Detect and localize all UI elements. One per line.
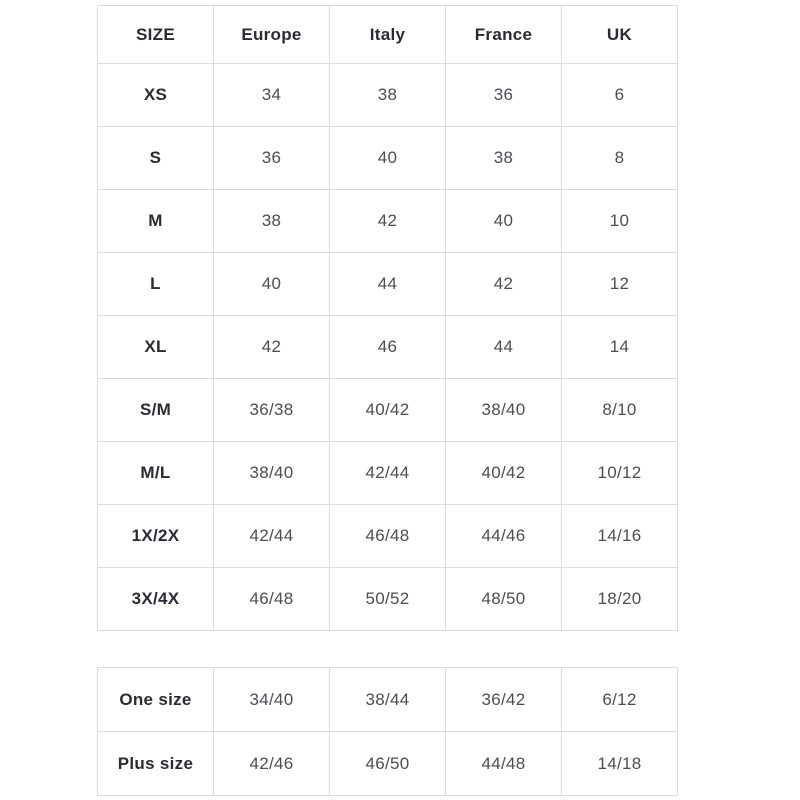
value-cell: 38/40 <box>214 442 330 505</box>
value-cell: 38/40 <box>446 379 562 442</box>
row-label-cell: XS <box>98 64 214 127</box>
value-cell: 14 <box>562 316 678 379</box>
size-conversion-table <box>97 5 678 631</box>
value-cell: 42 <box>330 190 446 253</box>
row-label-cell: One size <box>98 668 214 732</box>
value-cell: 14/16 <box>562 505 678 568</box>
value-cell: 36 <box>214 127 330 190</box>
table-row <box>98 190 678 253</box>
value-cell: 38 <box>446 127 562 190</box>
value-cell: 36 <box>446 64 562 127</box>
table-row <box>98 732 678 796</box>
row-label-cell: M <box>98 190 214 253</box>
value-cell: 42 <box>214 316 330 379</box>
table-row <box>98 568 678 631</box>
table-row <box>98 253 678 316</box>
value-cell: 42/44 <box>330 442 446 505</box>
value-cell: 14/18 <box>562 732 678 796</box>
table-row <box>98 127 678 190</box>
one-size-plus-size-table <box>97 667 678 796</box>
value-cell: 48/50 <box>446 568 562 631</box>
value-cell: 38 <box>214 190 330 253</box>
value-cell: 46/48 <box>330 505 446 568</box>
row-label-cell: Plus size <box>98 732 214 796</box>
value-cell: 46/48 <box>214 568 330 631</box>
value-cell: 42/44 <box>214 505 330 568</box>
value-cell: 44/48 <box>446 732 562 796</box>
value-cell: 46 <box>330 316 446 379</box>
value-cell: 36/42 <box>446 668 562 732</box>
value-cell: 50/52 <box>330 568 446 631</box>
value-cell: 34/40 <box>214 668 330 732</box>
column-header-italy: Italy <box>330 6 446 64</box>
row-label-cell: M/L <box>98 442 214 505</box>
value-cell: 44/46 <box>446 505 562 568</box>
value-cell: 34 <box>214 64 330 127</box>
table-row <box>98 379 678 442</box>
value-cell: 18/20 <box>562 568 678 631</box>
value-cell: 10 <box>562 190 678 253</box>
value-cell: 42/46 <box>214 732 330 796</box>
value-cell: 40 <box>330 127 446 190</box>
table-row <box>98 64 678 127</box>
column-header-europe: Europe <box>214 6 330 64</box>
value-cell: 42 <box>446 253 562 316</box>
value-cell: 6 <box>562 64 678 127</box>
row-label-cell: S/M <box>98 379 214 442</box>
value-cell: 12 <box>562 253 678 316</box>
value-cell: 40/42 <box>446 442 562 505</box>
column-header-france: France <box>446 6 562 64</box>
column-header-uk: UK <box>562 6 678 64</box>
row-label-cell: 1X/2X <box>98 505 214 568</box>
value-cell: 8/10 <box>562 379 678 442</box>
table-row <box>98 505 678 568</box>
value-cell: 44 <box>330 253 446 316</box>
value-cell: 10/12 <box>562 442 678 505</box>
row-label-cell: L <box>98 253 214 316</box>
value-cell: 40/42 <box>330 379 446 442</box>
value-cell: 44 <box>446 316 562 379</box>
table-row <box>98 316 678 379</box>
value-cell: 40 <box>446 190 562 253</box>
header-row <box>98 6 678 64</box>
row-label-cell: 3X/4X <box>98 568 214 631</box>
value-cell: 38/44 <box>330 668 446 732</box>
value-cell: 46/50 <box>330 732 446 796</box>
column-header-size: SIZE <box>98 6 214 64</box>
row-label-cell: XL <box>98 316 214 379</box>
row-label-cell: S <box>98 127 214 190</box>
value-cell: 36/38 <box>214 379 330 442</box>
table-row <box>98 668 678 732</box>
value-cell: 6/12 <box>562 668 678 732</box>
table-row <box>98 442 678 505</box>
value-cell: 40 <box>214 253 330 316</box>
value-cell: 8 <box>562 127 678 190</box>
value-cell: 38 <box>330 64 446 127</box>
